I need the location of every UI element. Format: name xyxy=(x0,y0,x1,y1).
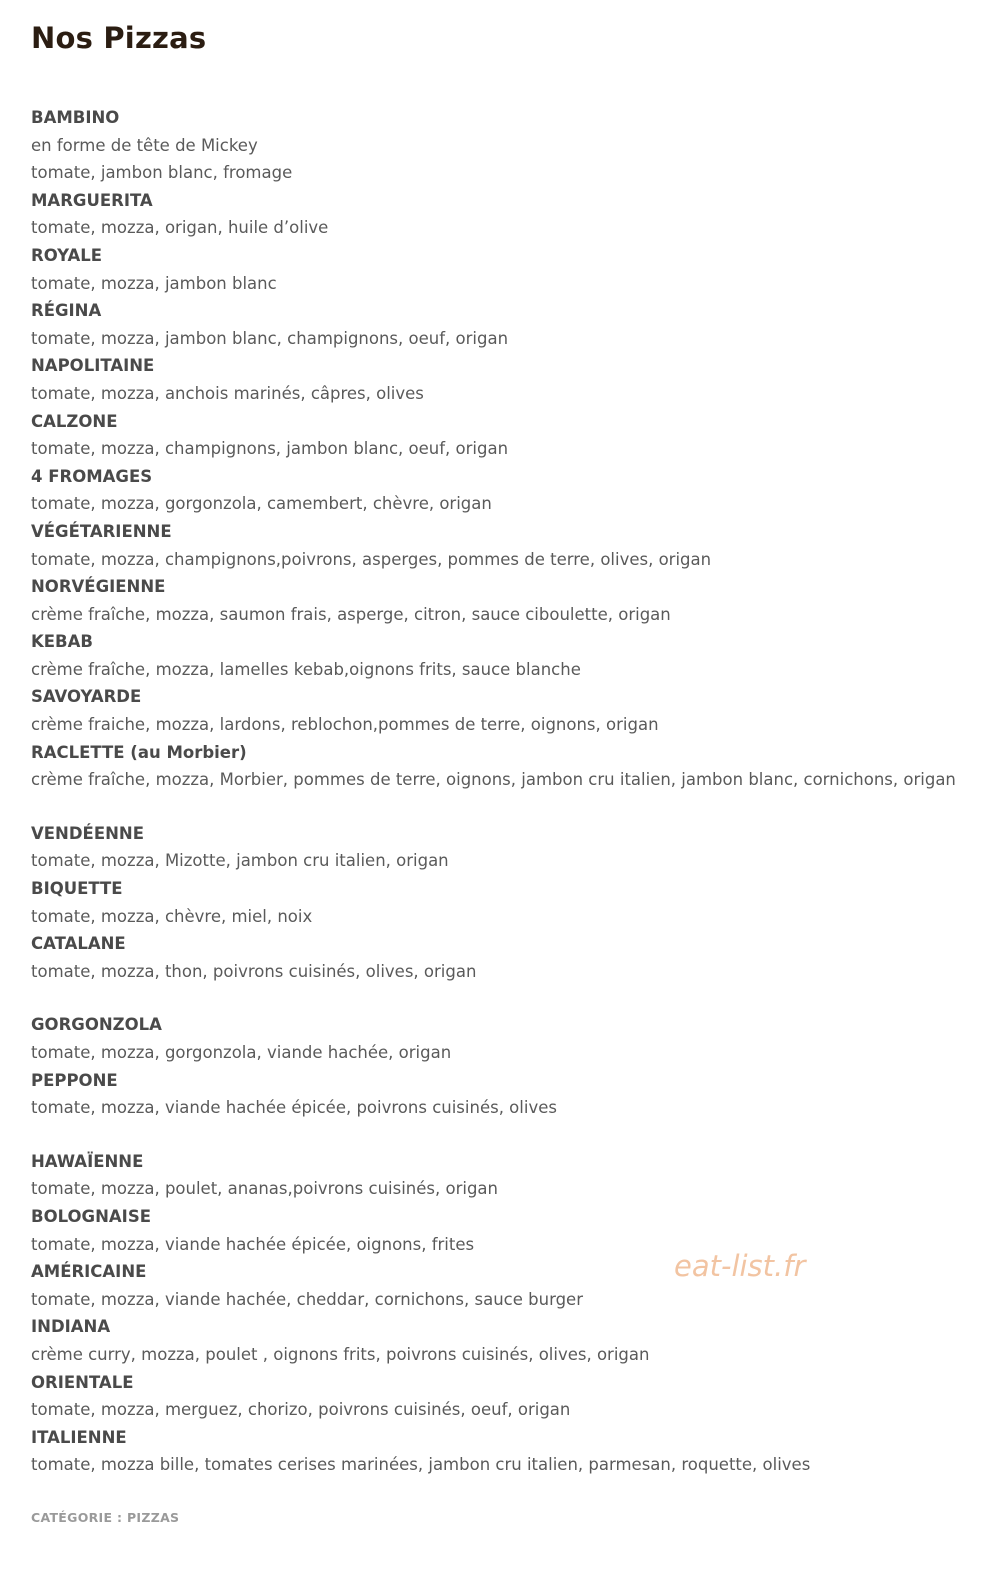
pizza-ingredients: tomate, mozza, gorgonzola, viande hachée, origan xyxy=(31,1043,452,1062)
pizza-ingredients: tomate, mozza bille, tomates cerises marinées, jambon cru italien, parmesan, roquette, olives xyxy=(31,1455,811,1475)
pizza-name: MARGUERITA xyxy=(31,190,153,210)
pizza-item xyxy=(31,1424,971,1479)
watermark-text: eat-list.fr xyxy=(674,1249,806,1283)
pizza-ingredients: tomate, mozza, viande hachée, cheddar, cornichons, sauce burger xyxy=(31,1289,583,1309)
pizza-ingredients: tomate, mozza, origan, huile d’olive xyxy=(31,218,329,238)
pizza-ingredients: tomate, mozza, champignons, jambon blanc, oeuf, origan xyxy=(31,439,509,459)
pizza-item xyxy=(31,820,971,875)
pizza-name: AMÉRICAINE xyxy=(31,1262,147,1282)
pizza-item xyxy=(31,875,971,930)
pizza-name: NORVÉGIENNE xyxy=(31,577,166,597)
pizza-ingredients: crème fraîche, mozza, lamelles kebab,oignons frits, sauce blanche xyxy=(31,659,581,679)
pizza-item xyxy=(31,1258,971,1313)
pizza-name: ROYALE xyxy=(31,245,103,265)
pizza-item xyxy=(31,187,971,242)
pizza-name: VENDÉENNE xyxy=(31,823,144,843)
section-gap xyxy=(31,985,971,1011)
pizza-item xyxy=(31,1313,971,1368)
pizza-item xyxy=(31,1011,971,1066)
pizza-item xyxy=(31,408,971,463)
pizza-item xyxy=(31,683,971,738)
pizza-ingredients: tomate, mozza, viande hachée épicée, oignons, frites xyxy=(31,1234,475,1254)
pizza-name: CALZONE xyxy=(31,411,118,431)
pizza-ingredients: tomate, mozza, anchois marinés, câpres, olives xyxy=(31,383,424,403)
pizza-ingredients: crème fraîche, mozza, Morbier, pommes de terre, oignons, jambon cru italien, jambon blanc, cornichons, origan xyxy=(31,770,956,790)
pizza-item xyxy=(31,1369,971,1424)
pizza-name: RACLETTE (au Morbier) xyxy=(31,742,247,762)
pizza-name: ORIENTALE xyxy=(31,1372,134,1392)
pizza-ingredients: tomate, mozza, thon, poivrons cuisinés, olives, origan xyxy=(31,961,477,981)
pizza-ingredients: crème fraîche, mozza, saumon frais, asperge, citron, sauce ciboulette, origan xyxy=(31,604,671,624)
pizza-item xyxy=(31,1203,971,1258)
pizza-item xyxy=(31,573,971,628)
pizza-name: 4 FROMAGES xyxy=(31,466,153,486)
pizza-name: HAWAÏENNE xyxy=(31,1151,144,1171)
section-gap xyxy=(31,794,971,820)
pizza-item xyxy=(31,518,971,573)
pizza-ingredients: tomate, mozza, viande hachée épicée, poivrons cuisinés, olives xyxy=(31,1098,557,1118)
pizza-ingredients: crème fraiche, mozza, lardons, reblochon,pommes de terre, oignons, origan xyxy=(31,715,659,735)
pizza-name: BOLOGNAISE xyxy=(31,1206,151,1226)
pizza-item xyxy=(31,930,971,985)
pizza-ingredients: tomate, mozza, jambon blanc, champignons, oeuf, origan xyxy=(31,328,509,348)
pizza-item xyxy=(31,297,971,352)
pizza-name: CATALANE xyxy=(31,934,126,954)
pizza-name: PEPPONE xyxy=(31,1070,118,1090)
pizza-name: RÉGINA xyxy=(31,301,102,321)
pizza-ingredients: tomate, mozza, gorgonzola, camembert, chèvre, origan xyxy=(31,494,492,514)
pizza-item xyxy=(31,739,971,794)
pizza-name: BIQUETTE xyxy=(31,879,123,899)
pizza-item xyxy=(31,1067,971,1122)
pizza-ingredients: tomate, mozza, Mizotte, jambon cru italien, origan xyxy=(31,851,449,871)
pizza-ingredients: crème curry, mozza, poulet , oignons frits, poivrons cuisinés, olives, origan xyxy=(31,1344,650,1364)
section-gap xyxy=(31,1122,971,1148)
category-label: CATÉGORIE : PIZZAS xyxy=(31,1510,180,1525)
pizza-name: VÉGÉTARIENNE xyxy=(31,521,172,541)
pizza-item xyxy=(31,104,971,187)
pizza-name: BAMBINO xyxy=(31,108,120,127)
pizza-name: INDIANA xyxy=(31,1317,111,1337)
pizza-item xyxy=(31,463,971,518)
pizza-name: GORGONZOLA xyxy=(31,1015,162,1035)
pizza-item xyxy=(31,628,971,683)
pizza-ingredients: en forme de tête de Mickey xyxy=(31,135,258,155)
page-title: Nos Pizzas xyxy=(31,21,207,55)
pizza-ingredients: tomate, mozza, champignons,poivrons, asperges, pommes de terre, olives, origan xyxy=(31,549,712,569)
pizza-menu-list xyxy=(31,104,971,1479)
pizza-name: SAVOYARDE xyxy=(31,687,142,707)
pizza-item xyxy=(31,242,971,297)
pizza-ingredients: tomate, mozza, chèvre, miel, noix xyxy=(31,906,313,926)
pizza-ingredients: tomate, mozza, poulet, ananas,poivrons cuisinés, origan xyxy=(31,1179,498,1199)
pizza-ingredients: tomate, mozza, merguez, chorizo, poivrons cuisinés, oeuf, origan xyxy=(31,1400,571,1420)
pizza-ingredients: tomate, jambon blanc, fromage xyxy=(31,163,293,183)
pizza-item xyxy=(31,1148,971,1203)
pizza-name: ITALIENNE xyxy=(31,1427,127,1447)
pizza-name: NAPOLITAINE xyxy=(31,356,155,376)
pizza-name: KEBAB xyxy=(31,632,93,652)
pizza-ingredients: tomate, mozza, jambon blanc xyxy=(31,273,277,293)
pizza-item xyxy=(31,352,971,407)
